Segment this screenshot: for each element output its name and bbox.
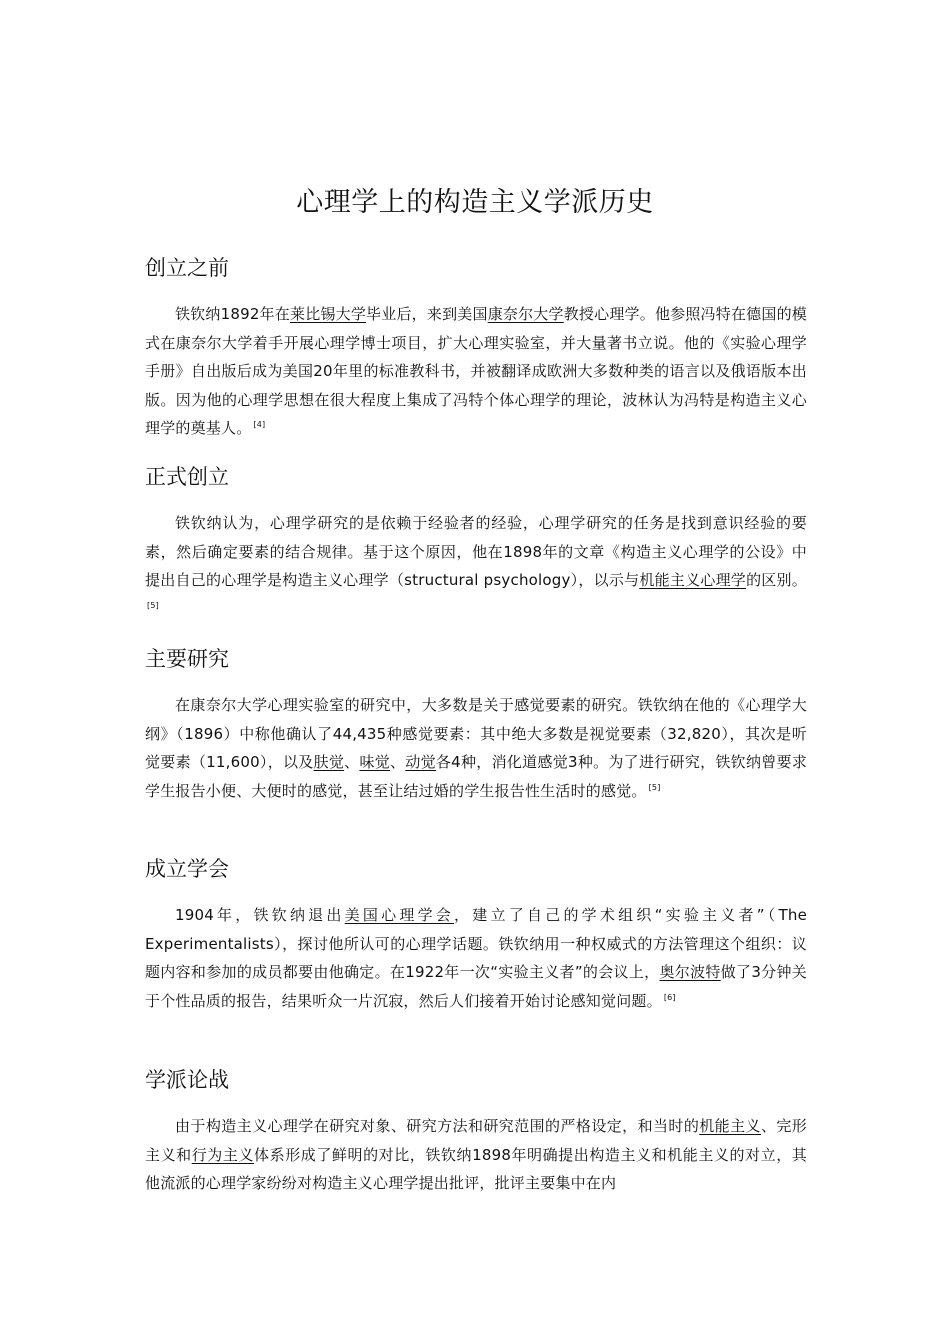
link-skin-sense[interactable]: 肤觉 <box>313 753 345 771</box>
citation-ref[interactable]: [5] <box>147 600 159 610</box>
link-taste-sense[interactable]: 味觉 <box>359 753 391 771</box>
section-heading: 主要研究 <box>145 647 229 671</box>
link-cornell-university[interactable]: 康奈尔大学 <box>487 305 564 323</box>
section-main-research <box>145 643 807 805</box>
section-paragraph: 铁钦纳认为，心理学研究的是依赖于经验者的经验，心理学研究的任务是找到意识经验的要素，然后确定要素的结合规律。基于这个原因，他在1898年的文章《构造主义心理学的公设》中提出自己的心理学是构造主义心理学（structural psychology），以示与机能主义心理学的区别。[5] <box>145 514 807 610</box>
link-functional-psychology[interactable]: 机能主义心理学 <box>639 571 747 589</box>
section-heading: 成立学会 <box>145 857 229 881</box>
section-paragraph: 1904年，铁钦纳退出美国心理学会，建立了自己的学术组织“实验主义者”（The Experimentalists），探讨他所认可的心理学话题。铁钦纳用一种权威式的方法管理这个组织：议题内容和参加的成员都要由他确定。在1922年一次“实验主义者”的会议上，奥尔波特做了3分钟关于个性品质的报告，结果听众一片沉寂，然后人们接着开始讨论感知觉问题。 [6] <box>145 906 808 1010</box>
section-founding-before <box>145 252 807 443</box>
section-formal-founding <box>145 461 807 623</box>
link-apa[interactable]: 美国心理学会 <box>344 906 455 924</box>
link-kinesthetic-sense[interactable]: 动觉 <box>405 753 436 771</box>
link-leipzig-university[interactable]: 莱比锡大学 <box>290 305 367 323</box>
section-heading: 学派论战 <box>145 1068 229 1092</box>
document-title: 心理学上的构造主义学派历史 <box>296 187 654 218</box>
link-allport[interactable]: 奥尔波特 <box>659 963 721 981</box>
section-paragraph: 由于构造主义心理学在研究对象、研究方法和研究范围的严格设定，和当时的机能主义、完形主义和行为主义体系形成了鲜明的对比，铁钦纳1898年明确提出构造主义和机能主义的对立，其他流派的心理学家纷纷对构造主义心理学提出批评，批评主要集中在内 <box>145 1117 807 1192</box>
section-heading: 正式创立 <box>145 465 229 489</box>
section-paragraph: 在康奈尔大学心理实验室的研究中，大多数是关于感觉要素的研究。铁钦纳在他的《心理学大纲》（1896）中称他确认了44,435种感觉要素：其中绝大多数是视觉要素（32,820），其次是听觉要素（11,600），以及肤觉、味觉、动觉各4种，消化道感觉3种。为了进行研究，铁钦纳曾要求学生报告小便、大便时的感觉，甚至让结过婚的学生报告性生活时的感觉。 [5] <box>145 696 808 800</box>
link-behaviorism[interactable]: 行为主义 <box>191 1145 255 1164</box>
section-heading: 创立之前 <box>145 256 229 280</box>
citation-ref[interactable]: [5] <box>648 782 661 792</box>
section-school-debate <box>145 1064 807 1198</box>
section-society <box>145 853 807 1015</box>
citation-ref[interactable]: [4] <box>253 420 266 429</box>
link-functionalism[interactable]: 机能主义 <box>699 1117 761 1135</box>
section-paragraph: 铁钦纳1892年在莱比锡大学毕业后，来到美国康奈尔大学教授心理学。他参照冯特在德国的模式在康奈尔大学着手开展心理学博士项目，扩大心理实验室，并大量著书立说。他的《实验心理学手册》自出版后成为美国20年里的标准教科书，并被翻译成欧洲大多数种类的语言以及俄语版本出版。因为他的心理学思想在很大程度上集成了冯特个体心理学的理论，波林认为冯特是构造主义心理学的奠基人。 [4] <box>145 305 807 437</box>
citation-ref[interactable]: [6] <box>663 992 676 1002</box>
